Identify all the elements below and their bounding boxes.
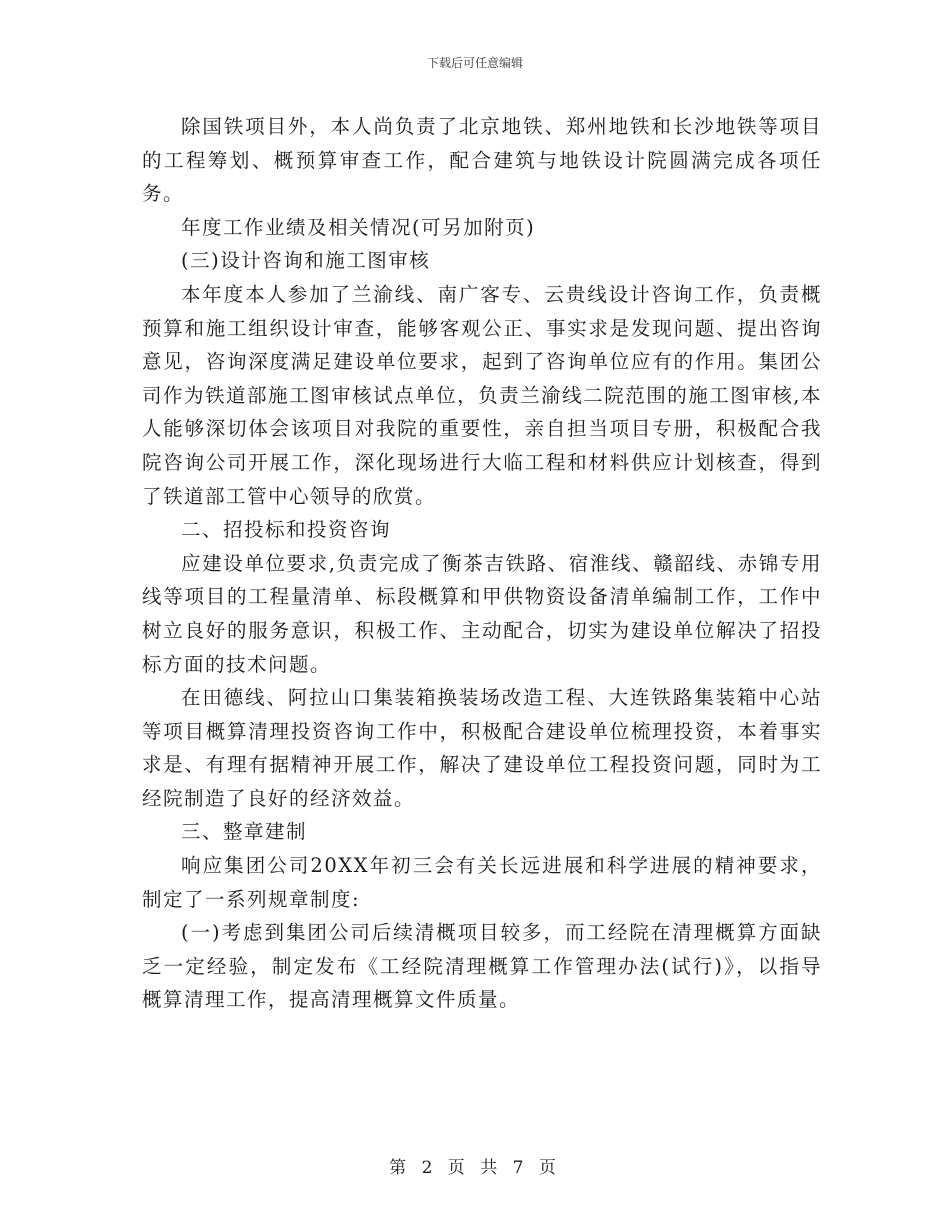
paragraph-8: 三、整章建制 [181,820,308,844]
document-body [142,110,822,1017]
paragraph-4: 本年度本人参加了兰渝线、南广客专、云贵线设计咨询工作，负责概预算和施工组织设计审查，能够客观公正、事实求是发现问题、提出咨询意见，咨询深度满足建设单位要求，起到了咨询单位应有的作用。集团公司作为铁道部施工图审核试点单位，负责兰渝线二院范围的施工图审核,本人能够深切体会该项目对我院的重要性，亲自担当项目专册，积极配合我院咨询公司开展工作，深化现场进行大临工程和材料供应计划核查，得到了铁道部工管中心领导的欣赏。 [142,282,822,508]
page-footer: 第 2 页 共 7 页 [389,1158,561,1178]
paragraph-10: (一)考虑到集团公司后续清概项目较多，而工经院在清理概算方面缺乏一定经验，制定发布《工经院清理概算工作管理办法(试行)》，以指导概算清理工作，提高清理概算文件质量。 [142,921,822,1012]
paragraph-9: 响应集团公司20XX年初三会有关长远进展和科学进展的精神要求，制定了一系列规章制度: [142,854,822,911]
paragraph-6: 应建设单位要求,负责完成了衡茶吉铁路、宿淮线、赣韶线、赤锦专用线等项目的工程量清单、标段概算和甲供物资设备清单编制工作，工作中树立良好的服务意识，积极工作、主动配合，切实为建设单位解决了招投标方面的技术问题。 [142,551,822,676]
paragraph-7: 在田德线、阿拉山口集装箱换装场改造工程、大连铁路集装箱中心站等项目概算清理投资咨询工作中，积极配合建设单位梳理投资，本着事实求是、有理有据精神开展工作，解决了建设单位工程投资问题，同时为工经院制造了良好的经济效益。 [142,686,822,810]
paragraph-5: 二、招投标和投资咨询 [181,518,392,542]
paragraph-2: 年度工作业绩及相关情况(可另加附页) [181,215,536,239]
paragraph-1: 除国铁项目外，本人尚负责了北京地铁、郑州地铁和长沙地铁等项目的工程筹划、概预算审查工作，配合建筑与地铁设计院圆满完成各项任务。 [142,115,822,206]
page-header: 下载后可任意编辑 [426,56,523,70]
paragraph-3: (三)设计咨询和施工图审核 [181,249,431,273]
